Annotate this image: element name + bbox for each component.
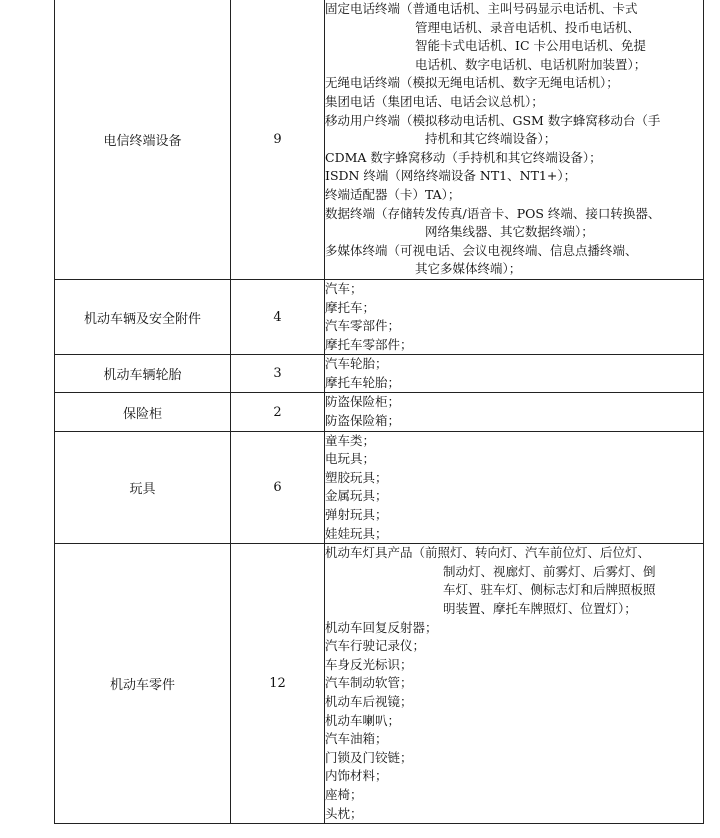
count-cell: 3 [231,355,325,393]
count-cell: 4 [231,279,325,354]
items-cell [325,393,704,431]
list-item: 头枕； [325,805,363,821]
list-item: 汽车； [325,280,363,296]
list-item: 汽车制动软管； [325,675,413,691]
category-cell: 电信终端设备 [55,0,231,279]
category-cell: 机动车零件 [55,544,231,824]
list-item-continuation: 车灯、驻车灯、侧标志灯和后牌照板照 [443,582,656,598]
table-row [55,544,704,824]
list-item-continuation: 智能卡式电话机、IC 卡公用电话机、免提 [415,38,646,54]
list-item: 移动用户终端（模拟移动电话机、GSM 数字蜂窝移动台（手 [325,112,661,128]
list-item-continuation: 网络集线器、其它数据终端）； [425,224,594,240]
list-item: 塑胶玩具； [325,469,388,485]
list-item: 数据终端（存储转发传真/语音卡、POS 终端、接口转换器、 [325,205,661,221]
items-cell [325,279,704,354]
table-row [55,355,704,393]
table-row [55,279,704,354]
count-cell: 2 [231,393,325,431]
list-item-continuation: 明装置、摩托车牌照灯、位置灯）； [443,601,637,616]
list-item: 机动车回复反射器； [325,619,438,635]
list-item: 机动车喇叭； [325,712,401,728]
list-item-continuation: 持机和其它终端设备）； [425,131,557,147]
list-item: 汽车零部件； [325,318,401,334]
list-item: 内饰材料； [325,768,388,784]
list-item: 金属玩具； [325,488,388,504]
list-item-continuation: 管理电话机、录音电话机、投币电话机、 [415,19,641,35]
list-item: 弹射玩具； [325,507,388,523]
list-item: 集团电话（集团电话、电话会议总机）； [325,93,544,109]
category-cell: 玩具 [55,431,231,544]
count-cell: 6 [231,431,325,544]
count-cell: 12 [231,544,325,824]
items-cell [325,431,704,544]
category-cell: 机动车辆及安全附件 [55,279,231,354]
list-item-continuation: 电话机、数字电话机、电话机附加装置）； [415,56,647,72]
list-item: 终端适配器（卡）TA）； [325,186,461,202]
list-item: 童车类； [325,432,376,448]
list-item: 摩托车轮胎； [325,374,401,390]
list-item: 娃娃玩具； [325,525,388,541]
table-row [55,431,704,544]
table-row [55,0,704,279]
list-item: 固定电话终端（普通电话机、主叫号码显示电话机、卡式 [325,1,638,16]
table-row [55,393,704,431]
items-cell [325,0,704,279]
list-item: 电玩具； [325,451,376,467]
list-item: 机动车后视镜； [325,693,413,709]
list-item-continuation: 制动灯、视廊灯、前雾灯、后雾灯、倒 [443,563,656,579]
list-item: 摩托车零部件； [325,336,413,352]
list-item: 无绳电话终端（模拟无绳电话机、数字无绳电话机）； [325,75,619,91]
items-cell [325,544,704,824]
count-cell: 9 [231,0,325,279]
category-cell: 机动车辆轮胎 [55,355,231,393]
list-item: CDMA 数字蜂窝移动（手持机和其它终端设备）； [325,149,602,165]
list-item: ISDN 终端（网络终端设备 NT1、NT1+）； [325,168,577,184]
list-item: 机动车灯具产品（前照灯、转向灯、汽车前位灯、后位灯、 [325,545,651,561]
items-cell [325,355,704,393]
list-item: 汽车油箱； [325,731,388,747]
list-item: 汽车轮胎； [325,356,388,372]
list-item: 多媒体终端（可视电话、会议电视终端、信息点播终端、 [325,242,638,258]
category-cell: 保险柜 [55,393,231,431]
list-item: 防盗保险柜； [325,394,401,410]
list-item: 防盗保险箱； [325,413,401,429]
catalog-table-body [55,0,704,824]
list-item: 门锁及门铰链； [325,749,413,765]
list-item-continuation: 其它多媒体终端）； [415,261,522,277]
list-item: 汽车行驶记录仪； [325,638,426,654]
catalog-table [54,0,704,824]
list-item: 车身反光标识； [325,656,413,672]
list-item: 摩托车； [325,299,376,315]
list-item: 座椅； [325,786,363,802]
